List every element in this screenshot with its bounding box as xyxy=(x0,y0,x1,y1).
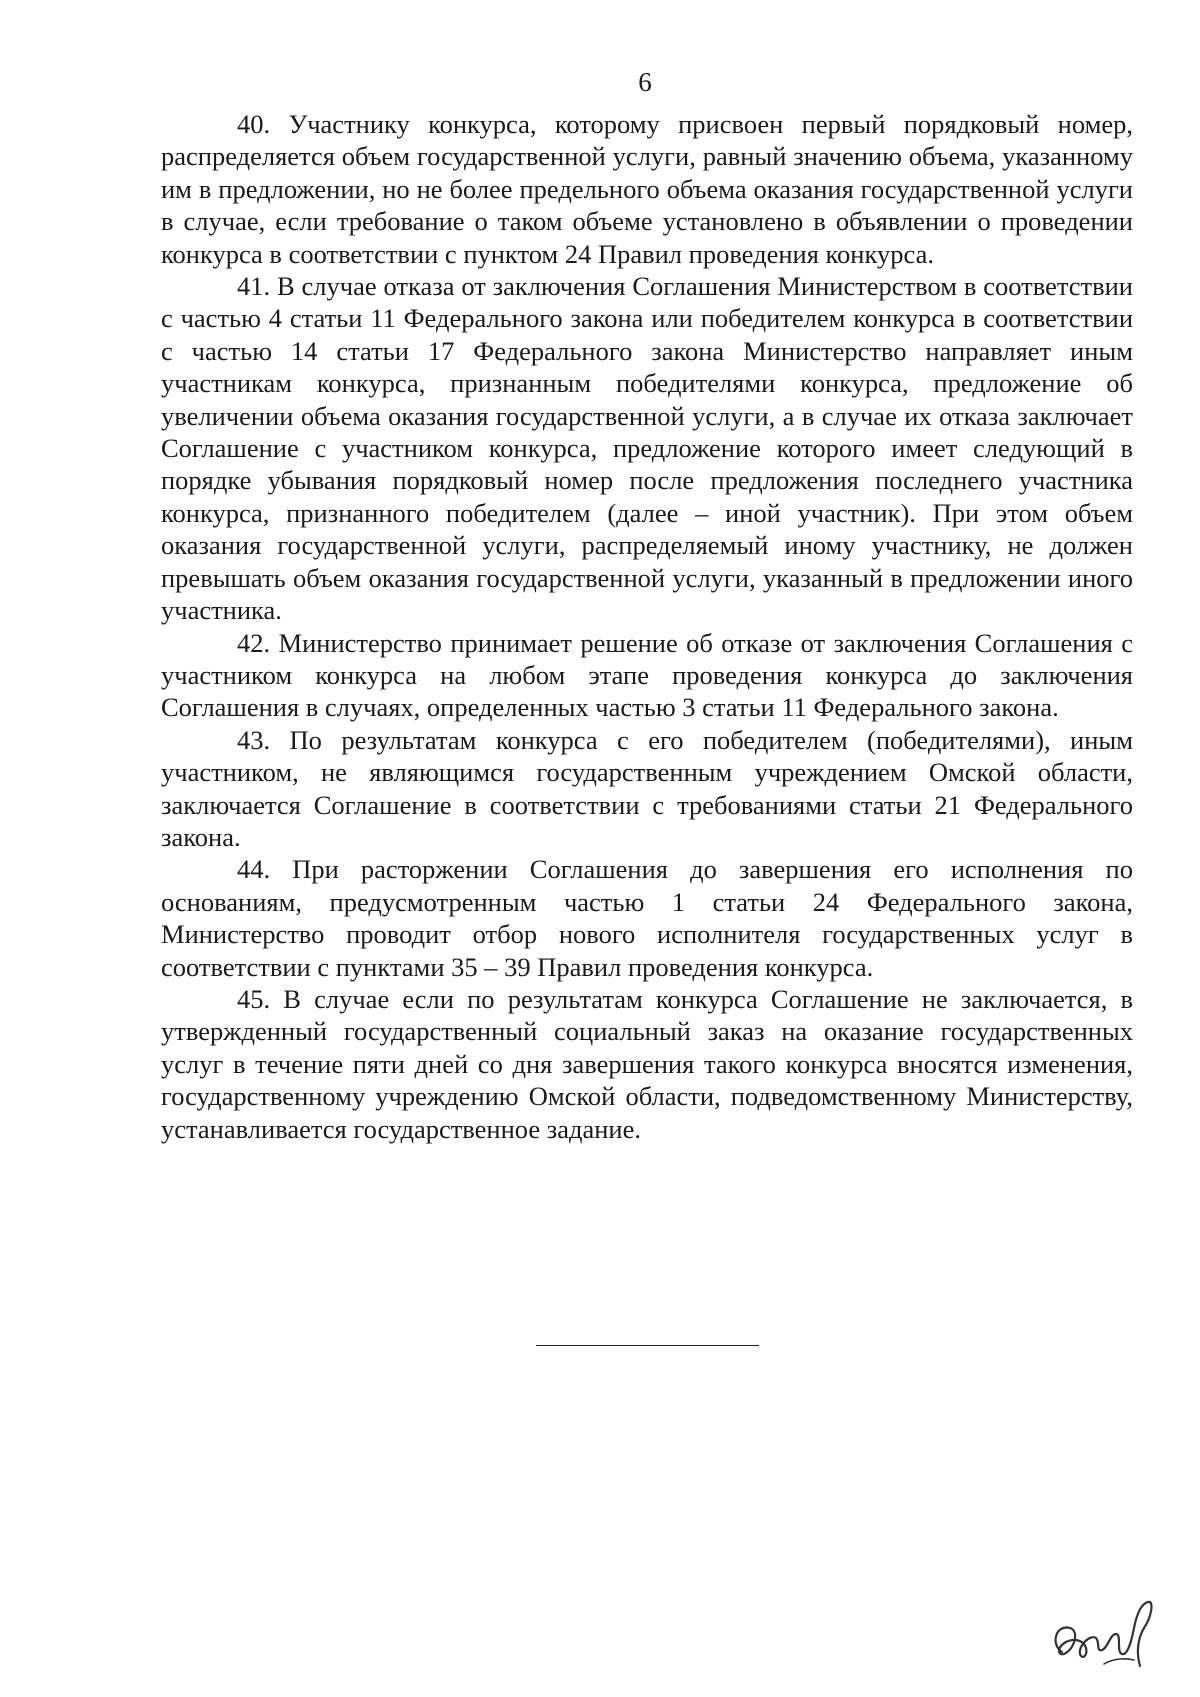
end-of-text-line xyxy=(536,1345,759,1346)
paragraph-41: 41. В случае отказа от заключения Соглашения Министерством в соответствии с частью 4 статьи 11 Федерального закона или победителем конкурса в соответствии с частью 14 статьи 17 Федерального закона Министерство направляет иным участникам конкурса, признанным победителями конкурса, предложение об увеличении объема оказания государственной услуги, а в случае их отказа заключает Соглашение с участником конкурса, предложение которого имеет следующий в порядке убывания порядковый номер после предложения последнего участника конкурса, признанного победителем (далее – иной участник). При этом объем оказания государственной услуги, распределяемый иному участнику, не должен превышать объем оказания государственной услуги, указанный в предложении иного участника. xyxy=(161,271,1133,626)
page-number: 6 xyxy=(638,67,652,97)
handwritten-initials xyxy=(1044,1594,1164,1674)
paragraph-40: 40. Участнику конкурса, которому присвоен первый порядковый номер, распределяется объем государственной услуги, равный значению объема, указанному им в предложении, но не более предельного объема оказания государственной услуги в случае, если требование о таком объеме установлено в объявлении о проведении конкурса в соответствии с пунктом 24 Правил проведения конкурса. xyxy=(161,109,1133,269)
paragraph-43: 43. По результатам конкурса с его победителем (победителями), иным участником, не являющимся государственным учреждением Омской области, заключается Соглашение в соответствии с требованиями статьи 21 Федерального закона. xyxy=(161,724,1133,852)
document-body xyxy=(161,108,1133,1145)
paragraph-45: 45. В случае если по результатам конкурса Соглашение не заключается, в утвержденный государственный социальный заказ на оказание государственных услуг в течение пяти дней со дня завершения такого конкурса вносятся изменения, государственному учреждению Омской области, подведомственному Министерству, устанавливается государственное задание. xyxy=(161,983,1133,1144)
paragraph-42: 42. Министерство принимает решение об отказе от заключения Соглашения с участником конкурса на любом этапе проведения конкурса до заключения Соглашения в случаях, определенных частью 3 статьи 11 Федерального закона. xyxy=(161,627,1133,723)
paragraph-44: 44. При расторжении Соглашения до завершения его исполнения по основаниям, предусмотренным частью 1 статьи 24 Федерального закона, Министерство проводит отбор нового исполнителя государственных услуг в соответствии с пунктами 35 – 39 Правил проведения конкурса. xyxy=(161,854,1133,982)
